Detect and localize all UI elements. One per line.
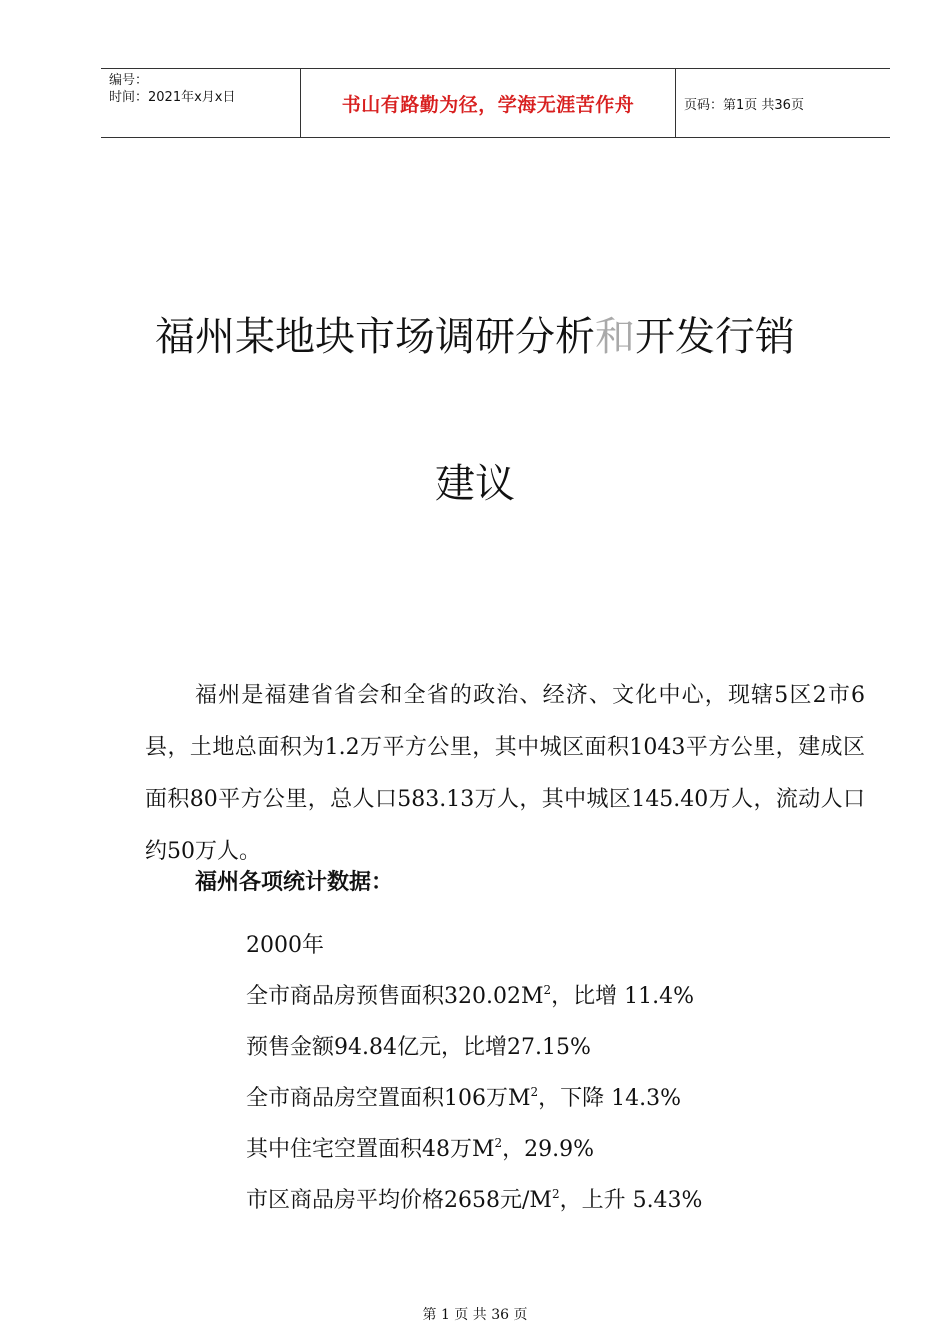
header-meta <box>101 69 301 137</box>
title-part-a: 福州某地块市场调研分析 <box>155 314 595 360</box>
header-page-info: 页码：第1页 共36页 <box>684 97 804 113</box>
stats-item-text: ，上升 5.43% <box>559 1188 703 1213</box>
stats-item-text: ，比增 11.4% <box>551 984 695 1009</box>
stats-item <box>246 920 702 971</box>
header-motto: 书山有路勤为径，学海无涯苦作舟 <box>301 69 676 137</box>
stats-item-sup: 2 <box>494 1136 503 1150</box>
title-part-b: 和 <box>595 314 635 360</box>
stats-item-text: 其中住宅空置面积48万M <box>246 1137 495 1162</box>
stats-item-text: ，下降 14.3% <box>538 1086 682 1111</box>
stats-item-text: 预售金额94.84亿元，比增27.15% <box>246 1035 591 1060</box>
stats-item-text: 全市商品房预售面积320.02M <box>246 984 544 1009</box>
stats-item-text: 全市商品房空置面积106万M <box>246 1086 531 1111</box>
document-number-label: 编号： <box>109 73 149 88</box>
stats-item-sup: 2 <box>543 983 552 997</box>
stats-item <box>246 971 702 1022</box>
page-footer: 第 1 页 共 36 页 <box>422 1307 528 1323</box>
page-header <box>101 68 890 138</box>
stats-item <box>246 1022 702 1073</box>
intro-paragraph <box>145 670 865 878</box>
stats-item-text: ，29.9% <box>502 1137 595 1162</box>
stats-item <box>246 1073 702 1124</box>
document-title-line1 <box>0 305 950 362</box>
stats-item-text: 市区商品房平均价格2658元/M <box>246 1188 552 1213</box>
stats-heading: 福州各项统计数据： <box>195 870 394 895</box>
document-time-label: 时间：2021年x月x日 <box>109 90 236 105</box>
stats-item <box>246 1124 702 1175</box>
document-title-line2: 建议 <box>435 461 515 507</box>
stats-item-text: 2000年 <box>246 933 324 958</box>
stats-item <box>246 1175 702 1226</box>
stats-item-sup: 2 <box>551 1187 560 1201</box>
title-part-c: 开发行销 <box>635 314 795 360</box>
stats-item-sup: 2 <box>530 1085 539 1099</box>
intro-text: 福州是福建省省会和全省的政治、经济、文化中心，现辖5区2市6县，土地总面积为1.2万平方公里，其中城区面积1043平方公里，建成区面积80平方公里，总人口583.13万人，其中城区145.40万人，流动人口约50万人。 <box>145 683 865 864</box>
stats-list <box>246 920 702 1226</box>
